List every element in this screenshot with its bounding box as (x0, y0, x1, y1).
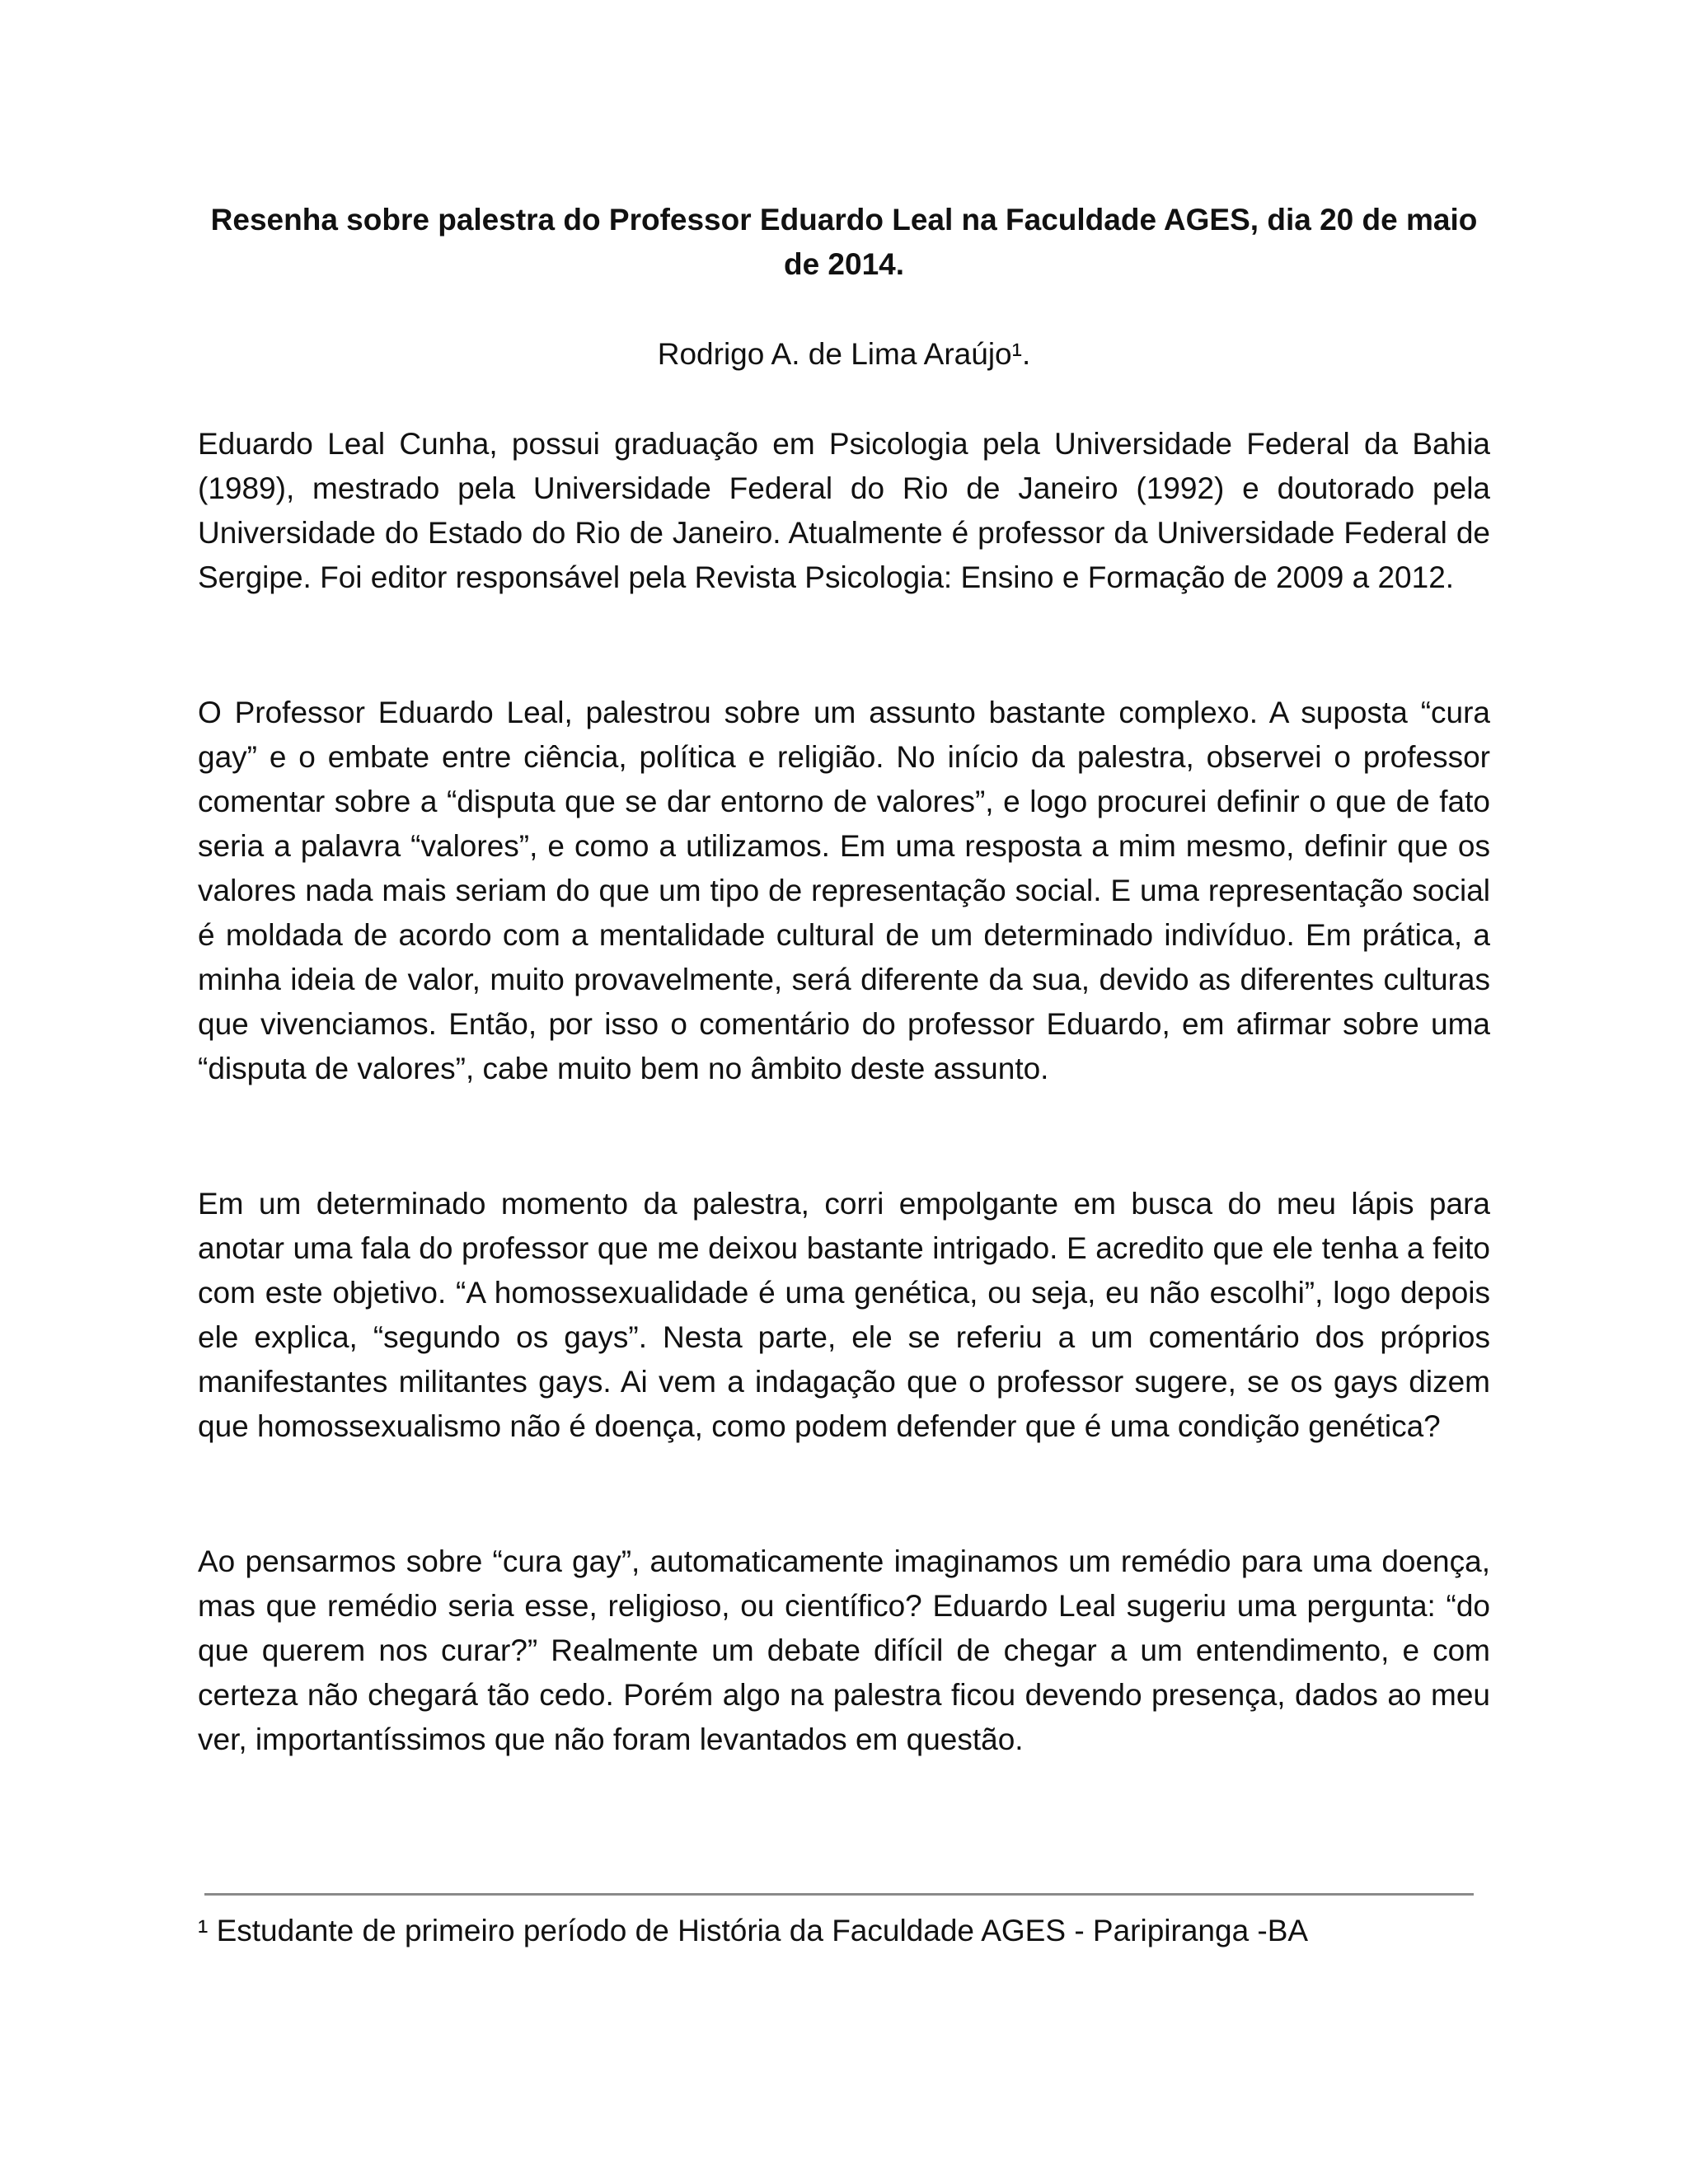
paragraph-3: Em um determinado momento da palestra, corri empolgante em busca do meu lápis para anotar uma fala do professor que me deixou bastante intrigado. E acredito que ele tenha a feito com este objetivo. “A homossexualidade é uma genética, ou seja, eu não escolhi”, logo depois ele explica, “segundo os gays”. Nesta parte, ele se referiu a um comentário dos próprios manifestantes militantes gays. Ai vem a indagação que o professor sugere, se os gays dizem que homossexualismo não é doença, como podem defender que é uma condição genética? (198, 1187, 1490, 1443)
paragraph-1: Eduardo Leal Cunha, possui graduação em Psicologia pela Universidade Federal da Bahia (1989), mestrado pela Universidade Federal do Rio de Janeiro (1992) e doutorado pela Universidade do Estado do Rio de Janeiro. Atualmente é professor da Universidade Federal de Sergipe. Foi editor responsável pela Revista Psicologia: Ensino e Formação de 2009 a 2012. (198, 427, 1490, 594)
footnote-divider (204, 1893, 1474, 1896)
paragraph-4: Ao pensarmos sobre “cura gay”, automaticamente imaginamos um remédio para uma doença, mas que remédio seria esse, religioso, ou científico? Eduardo Leal sugeriu uma pergunta: “do que querem nos curar?” Realmente um debate difícil de chegar a um entendimento, e com certeza não chegará tão cedo. Porém algo na palestra ficou devendo presença, dados ao meu ver, importantíssimos que não foram levantados em questão. (198, 1544, 1490, 1756)
footnote: ¹ Estudante de primeiro período de História da Faculdade AGES - Paripiranga -BA (198, 1914, 1309, 1947)
paragraph-2: O Professor Eduardo Leal, palestrou sobre um assunto bastante complexo. A suposta “cura gay” e o embate entre ciência, política e religião. No início da palestra, observei o professor comentar sobre a “disputa que se dar entorno de valores”, e logo procurei definir o que de fato seria a palavra “valores”, e como a utilizamos. Em uma resposta a mim mesmo, definir que os valores nada mais seriam do que um tipo de representação social. E uma representação social é moldada de acordo com a mentalidade cultural de um determinado indivíduo. Em prática, a minha ideia de valor, muito provavelmente, será diferente da sua, devido as diferentes culturas que vivenciamos. Então, por isso o comentário do professor Eduardo, em afirmar sobre uma “disputa de valores”, cabe muito bem no âmbito deste assunto. (198, 696, 1490, 1085)
document-author: Rodrigo A. de Lima Araújo¹. (657, 337, 1031, 371)
document-title: Resenha sobre palestra do Professor Eduardo Leal na Faculdade AGES, dia 20 de maio de 2014. (210, 203, 1478, 281)
